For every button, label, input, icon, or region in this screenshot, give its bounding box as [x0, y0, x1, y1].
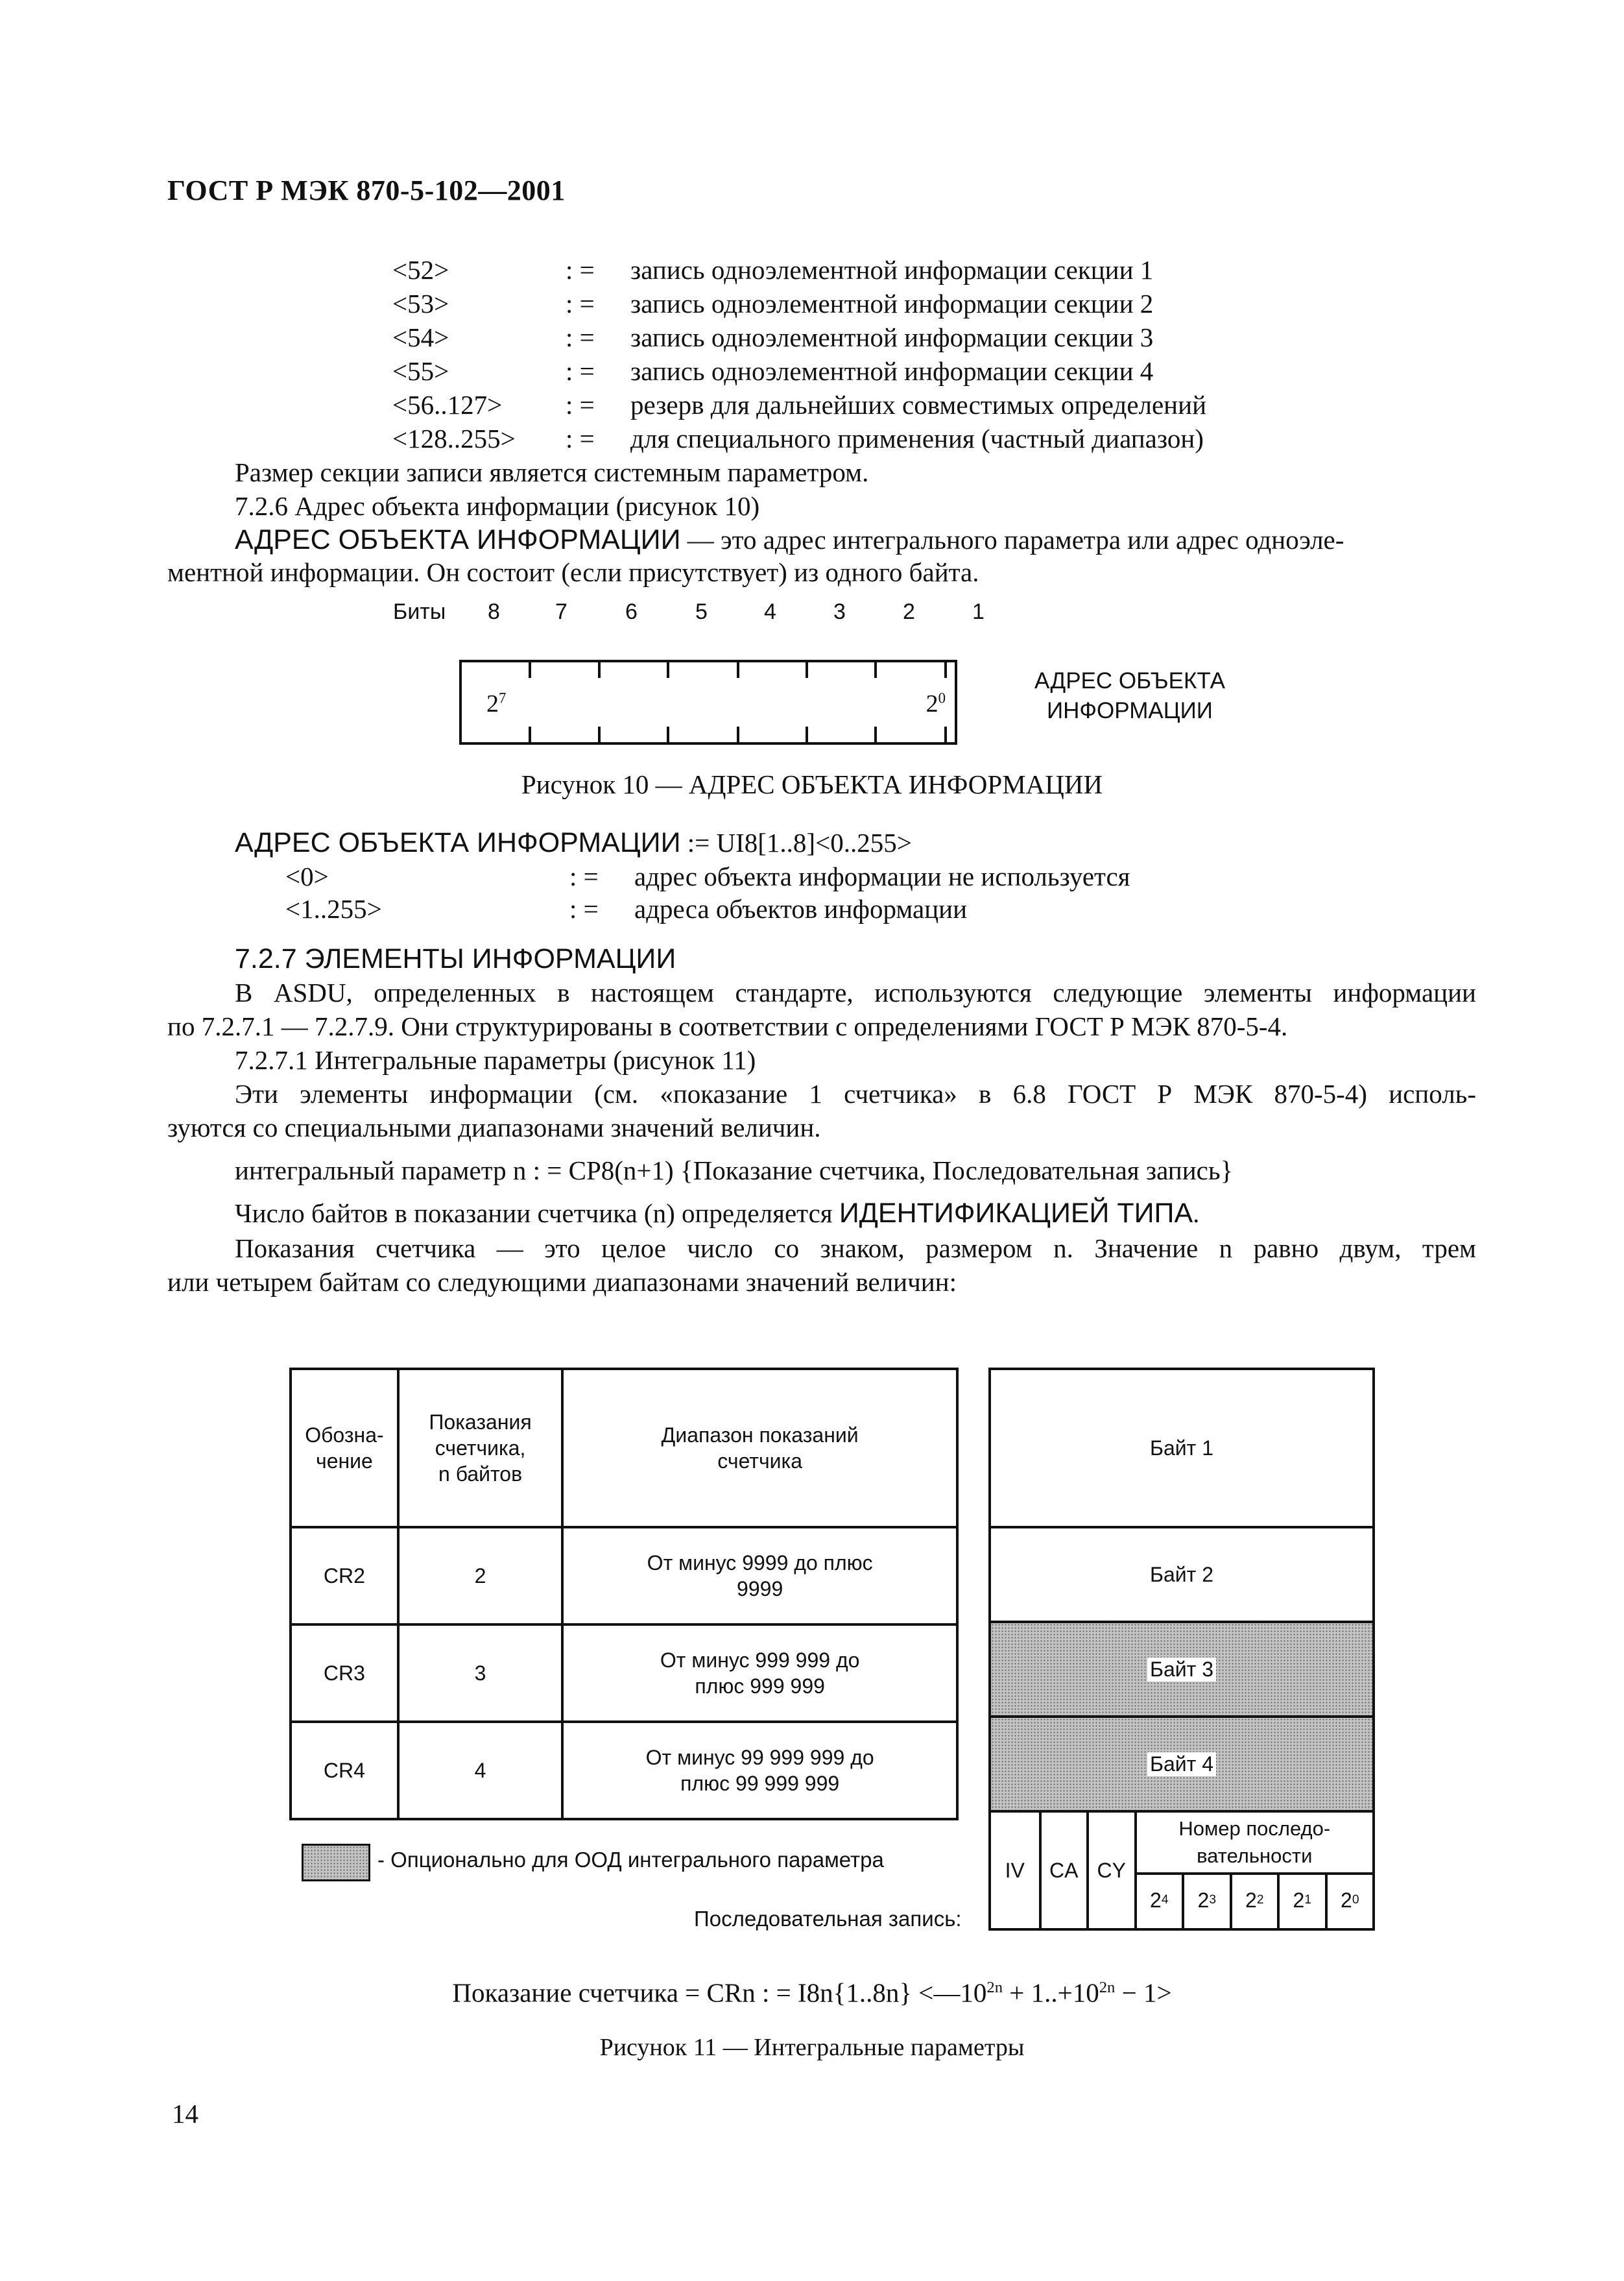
sequence-power-cell	[1325, 1872, 1373, 1928]
sequence-flag-cell: IV	[1005, 1858, 1025, 1882]
paragraph-7-2-7-line1: В ASDU, определенных в настоящем стандарте, используются следующие элементы информации	[235, 978, 1476, 1008]
section-code-description: для специального применения (частный диапазон)	[630, 424, 1204, 453]
tick-mark-bottom	[874, 727, 877, 742]
figure-11-caption	[0, 2031, 1624, 2064]
byte-row	[988, 1621, 1375, 1718]
assign-operator: : =	[566, 289, 595, 319]
assign-operator: : =	[566, 424, 595, 453]
text: .	[1193, 1198, 1200, 1228]
bits-label: Биты	[393, 599, 446, 624]
assign-operator: : =	[566, 255, 595, 285]
paragraph-7-2-6-line1	[235, 523, 1476, 557]
paragraph-7-2-7-line2: по 7.2.7.1 — 7.2.7.9. Они структурированы в соответствии с определениями ГОСТ Р МЭК 870-5-4.	[167, 1011, 1288, 1041]
power-exp: 2	[1256, 1893, 1264, 1907]
section-code: <52>	[392, 255, 449, 285]
table-cell: 4	[398, 1722, 562, 1819]
optional-legend-swatch	[302, 1844, 370, 1881]
caps-term: АДРЕС ОБЪЕКТА ИНФОРМАЦИИ	[235, 827, 681, 858]
text: Число байтов в показании счетчика (n) определяется	[235, 1198, 839, 1228]
address-definition	[235, 826, 912, 860]
power-base: 2	[1341, 1888, 1352, 1912]
heading-7-2-7-1: 7.2.7.1 Интегральные параметры (рисунок 11)	[235, 1045, 756, 1075]
heading-7-2-6: 7.2.6 Адрес объекта информации (рисунок 10)	[235, 491, 760, 521]
paragraph-text: — это адрес интегрального параметра или адрес одноэле-	[680, 525, 1344, 555]
side-label-line2: ИНФОРМАЦИИ	[1047, 698, 1213, 723]
table-header-cell: Диапазон показаний счетчика	[562, 1369, 957, 1527]
section-code-description: запись одноэлементной информации секции 3	[630, 322, 1154, 352]
section-code: <54>	[392, 322, 449, 352]
bit-number: 7	[555, 599, 567, 624]
tick-mark-bottom	[667, 727, 669, 742]
power-exp: 1	[1304, 1893, 1311, 1907]
power-exp: 3	[1209, 1893, 1216, 1907]
tick-mark-bottom	[598, 727, 601, 742]
address-register-box	[459, 660, 957, 745]
section-code: <55>	[392, 356, 449, 386]
table-cell: 2	[398, 1527, 562, 1624]
sequence-record-label: Последовательная запись:	[694, 1907, 962, 1931]
byte-row	[988, 1368, 1375, 1528]
table-cell: От минус 999 999 до плюс 999 999	[562, 1624, 957, 1722]
sequence-power-cell	[1230, 1872, 1278, 1928]
section-code-description: запись одноэлементной информации секции 1	[630, 255, 1154, 285]
table-cell: От минус 9999 до плюс 9999	[562, 1527, 957, 1624]
lsb-weight-value: $2^0$	[925, 690, 946, 718]
caption-text: Рисунок 11 — Интегральные параметры	[599, 2034, 1025, 2061]
document-header: ГОСТ Р МЭК 870-5-102—2001	[167, 175, 566, 206]
address-description: адрес объекта информации не используется	[634, 862, 1130, 891]
power-exp: 4	[1161, 1893, 1169, 1907]
heading-number: 7.2.7	[235, 943, 305, 974]
paragraph-7-2-6-line2: ментной информации. Он состоит (если присутствует) из одного байта.	[167, 557, 979, 587]
record-size-paragraph: Размер секции записи является системным параметром.	[235, 457, 869, 487]
bit-number: 4	[764, 599, 776, 624]
tick-mark-bottom	[944, 727, 947, 742]
bit-number: 2	[903, 599, 915, 624]
table-row	[291, 1624, 957, 1722]
table-cell: 3	[398, 1624, 562, 1722]
bit-number: 6	[625, 599, 638, 624]
assign-operator: : =	[566, 390, 595, 420]
counter-range-table	[289, 1368, 959, 1820]
register-side-label	[1034, 666, 1225, 726]
byte-label: Байт 3	[1147, 1658, 1216, 1682]
table-header-row	[291, 1369, 957, 1527]
caption-text: Рисунок 10 — АДРЕС ОБЪЕКТА ИНФОРМАЦИИ	[521, 769, 1103, 799]
byte-layout	[988, 1368, 1375, 1931]
sequence-number-label: Номер последо- вательности	[1134, 1813, 1373, 1875]
table-cell: CR3	[291, 1624, 398, 1722]
sequence-power-cell	[1277, 1872, 1325, 1928]
table-cell: CR2	[291, 1527, 398, 1624]
byte-label: Байт 2	[1149, 1562, 1213, 1586]
power-base: 2	[1150, 1888, 1162, 1912]
table-header-cell: Показания счетчика, n байтов	[398, 1369, 562, 1527]
power-base: 2	[1245, 1888, 1257, 1912]
power-base: 2	[1293, 1888, 1305, 1912]
address-description: адреса объектов информации	[634, 894, 968, 924]
heading-caps: ЭЛЕМЕНТЫ ИНФОРМАЦИИ	[304, 943, 676, 974]
paragraph-7-2-7-1-line1: Эти элементы информации (см. «показание 1 счетчика» в 6.8 ГОСТ Р МЭК 870-5-4) исполь-	[235, 1079, 1476, 1109]
address-code: <0>	[285, 862, 329, 891]
assign-operator: : =	[569, 862, 599, 891]
assign-operator: : =	[566, 322, 595, 352]
heading-7-2-7	[235, 942, 676, 976]
bytes-paragraph	[235, 1196, 1199, 1230]
sequence-byte	[988, 1810, 1375, 1931]
definition-text: := UI8[1..8]<0..255>	[680, 828, 912, 858]
integral-formula: интегральный параметр n : = CP8(n+1) {Показание счетчика, Последовательная запись}	[235, 1155, 1234, 1185]
assign-operator: : =	[569, 894, 599, 924]
side-label-line1: АДРЕС ОБЪЕКТА	[1034, 668, 1225, 694]
table-row	[291, 1722, 957, 1819]
section-code-description: резерв для дальнейших совместимых определений	[630, 390, 1207, 420]
formula-part: − 1>	[1115, 1977, 1172, 2008]
formula-exp: 2n	[986, 1979, 1003, 1996]
formula-exp: 2n	[1099, 1979, 1116, 1996]
bit-number: 8	[488, 599, 500, 624]
assign-operator: : =	[566, 356, 595, 386]
range-paragraph-line2: или четырем байтам со следующими диапазонами значений величин:	[167, 1267, 957, 1297]
byte-rows	[988, 1368, 1375, 1813]
bit-number: 3	[833, 599, 846, 624]
bit-number: 5	[695, 599, 708, 624]
msb-weight: $2^7$	[486, 690, 507, 718]
range-paragraph-line1: Показания счетчика — это целое число со знаком, размером n. Значение n равно двум, трем	[235, 1233, 1476, 1263]
tick-mark-top	[598, 662, 601, 678]
byte-label: Байт 4	[1147, 1752, 1216, 1776]
caps-term: АДРЕС ОБЪЕКТА ИНФОРМАЦИИ	[235, 524, 681, 555]
byte-row	[988, 1526, 1375, 1623]
power-base: 2	[1197, 1888, 1210, 1912]
section-code: <56..127>	[392, 390, 503, 420]
sequence-power-cell	[1182, 1872, 1230, 1928]
tick-mark-bottom	[806, 727, 808, 742]
optional-legend-text: - Опционально для ООД интегрального параметра	[377, 1848, 884, 1872]
sequence-flag-cell: CY	[1086, 1813, 1134, 1928]
bit-number: 1	[972, 599, 985, 624]
address-code: <1..255>	[285, 894, 382, 924]
figure-10-caption	[0, 767, 1624, 801]
section-code-description: запись одноэлементной информации секции 2	[630, 289, 1154, 319]
section-code: <128..255>	[392, 424, 516, 453]
tick-mark-top	[874, 662, 877, 678]
table-header-cell: Обозна- чение	[291, 1369, 398, 1527]
section-code-description: запись одноэлементной информации секции 4	[630, 356, 1154, 386]
tick-mark-bottom	[529, 727, 531, 742]
tick-mark-top	[529, 662, 531, 678]
formula-part: Показание счетчика = CRn : = I8n{1..8n} <—10	[452, 1977, 987, 2008]
byte-label: Байт 1	[1149, 1436, 1213, 1460]
counter-formula	[0, 1971, 1624, 2010]
page-number: 14	[172, 2099, 198, 2129]
sequence-power-cell	[1134, 1872, 1182, 1928]
table-cell: CR4	[291, 1722, 398, 1819]
table-row	[291, 1527, 957, 1624]
table-cell: От минус 99 999 999 до плюс 99 999 999	[562, 1722, 957, 1819]
power-exp: 0	[1352, 1893, 1359, 1907]
tick-mark-top	[667, 662, 669, 678]
sequence-flag-cell: CA	[1039, 1813, 1087, 1928]
tick-mark-bottom	[737, 727, 739, 742]
paragraph-7-2-7-1-line2: зуются со специальными диапазонами значений величин.	[167, 1113, 821, 1142]
byte-row	[988, 1715, 1375, 1813]
tick-mark-top	[737, 662, 739, 678]
section-code: <53>	[392, 289, 449, 319]
caps-term: ИДЕНТИФИКАЦИЕЙ ТИПА	[839, 1198, 1193, 1229]
tick-mark-top	[806, 662, 808, 678]
tick-mark-top	[944, 662, 947, 678]
formula-part: + 1..+10	[1002, 1977, 1099, 2008]
